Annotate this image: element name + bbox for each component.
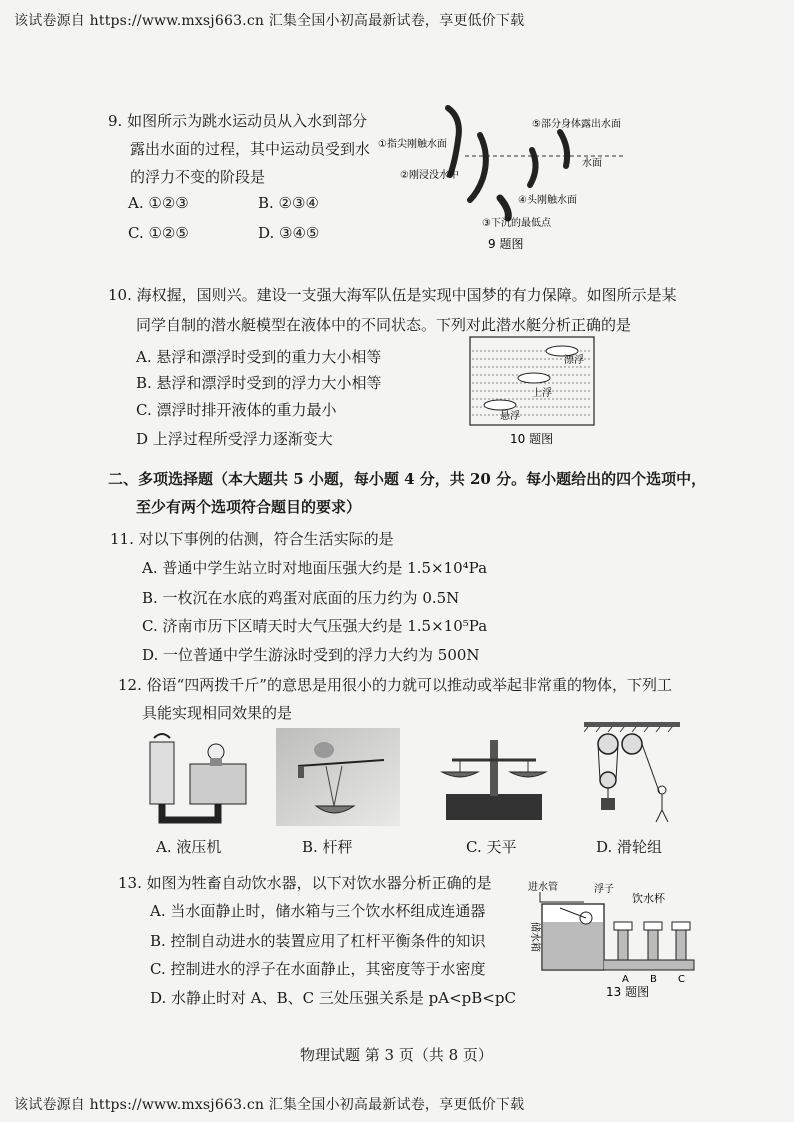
q13-label-cups: 饮水杯 [632,892,665,905]
balance-image [432,728,556,826]
sub-suspended [484,400,516,410]
q9-label-4: ④头刚触水面 [518,195,577,206]
section2-heading-line1: 二、多项选择题（本大题共 5 小题，每小题 4 分，共 20 分。每小题给出的四个选项中， [108,470,707,488]
footer-source-note: 该试卷源自 https://www.mxsj663.cn 汇集全国小初高最新试卷，享更低价下载 [14,1097,525,1113]
q12-option-b: B. 杆秤 [302,838,353,856]
q9-option-c: C. ①②⑤ [128,224,189,242]
q10-line1: 10. 海权握，国则兴。建设一支强大海军队伍是实现中国梦的有力保障。如图所示是某 [108,286,677,304]
q12-option-a: A. 液压机 [156,838,222,856]
q12-option-c: C. 天平 [466,838,517,856]
q12-line2: 具能实现相同效果的是 [142,704,293,722]
sub-rising [518,373,550,383]
q9-option-a: A. ①②③ [128,194,189,212]
q11-option-b: B. 一枚沉在水底的鸡蛋对底面的压力约为 0.5N [142,589,460,607]
q10-option-a: A. 悬浮和漂浮时受到的重力大小相等 [136,348,382,366]
q9-label-1: ①指尖刚触水面 [378,139,447,150]
q11-option-d: D. 一位普通中学生游泳时受到的浮力大约为 500N [142,646,480,664]
q10-option-c: C. 漂浮时排开液体的重力最小 [136,401,337,419]
diver-2-shape [470,135,486,200]
q9-line2: 露出水面的过程，其中运动员受到水 [130,140,371,158]
pulley-image [584,722,680,826]
diver-5-shape [560,132,567,166]
q10-label-suspend: 悬浮 [500,411,520,422]
q9-caption: 9 题图 [488,237,524,251]
hydraulic-press-image [142,728,252,828]
q13-label-b: B [650,974,657,985]
q12-line1: 12. 俗语“四两拨千斤”的意思是用很小的力就可以推动或举起非常重的物体，下列工 [118,676,672,694]
q13-option-d: D. 水静止时对 A、B、C 三处压强关系是 pA<pB<pC [150,989,516,1007]
footer-page-info: 物理试题 第 3 页（共 8 页） [300,1046,493,1064]
q13-label-a: A [622,974,629,985]
q13-caption: 13 题图 [606,985,650,999]
q9-label-2: ②刚浸没水中 [400,170,459,181]
q13-option-a: A. 当水面静止时，储水箱与三个饮水杯组成连通器 [150,902,486,920]
diver-4-shape [530,150,536,185]
header-source-note: 该试卷源自 https://www.mxsj663.cn 汇集全国小初高最新试卷，享更低价下载 [14,13,525,29]
tank-water [543,922,603,969]
q9-line3: 的浮力不变的阶段是 [130,168,266,186]
q10-line2: 同学自制的潜水艇模型在液体中的不同状态。下列对此潜水艇分析正确的是 [136,316,632,334]
q10-option-b: B. 悬浮和漂浮时受到的浮力大小相等 [136,374,382,392]
diver-3-shape [500,198,508,218]
q13-label-inlet: 进水管 [528,882,558,893]
q9-option-d: D. ③④⑤ [258,224,320,242]
q10-caption: 10 题图 [510,432,554,446]
q11-option-c: C. 济南市历下区晴天时大气压强大约是 1.5×10⁵Pa [142,617,488,635]
q9-option-b: B. ②③④ [258,194,319,212]
q10-submarine-figure [462,333,612,448]
q10-label-float: 漂浮 [564,355,584,366]
section2-heading-line2: 至少有两个选项符合题目的要求） [136,498,362,516]
q11-stem: 11. 对以下事例的估测，符合生活实际的是 [110,530,394,548]
q13-label-float: 浮子 [594,884,614,895]
steelyard-image [276,728,400,826]
q13-label-c: C [678,974,685,985]
q10-label-rise: 上浮 [532,388,552,399]
q13-stem: 13. 如图为牲畜自动饮水器，以下对饮水器分析正确的是 [118,874,492,892]
q13-waterer-figure [524,878,696,1002]
q12-option-d: D. 滑轮组 [596,838,663,856]
q13-label-tank: 储水箱 [529,922,540,952]
q13-option-b: B. 控制自动进水的装置应用了杠杆平衡条件的知识 [150,932,486,950]
q9-label-3: ③下沉的最低点 [482,218,551,229]
q9-diver-figure [370,100,640,260]
q10-option-d: D 上浮过程所受浮力逐渐变大 [136,430,333,448]
q9-line1: 9. 如图所示为跳水运动员从入水到部分 [108,112,368,130]
q9-label-5: ⑤部分身体露出水面 [532,119,621,130]
q11-option-a: A. 普通中学生站立时对地面压强大约是 1.5×10⁴Pa [142,559,488,577]
diver-1-shape [448,108,459,175]
q13-option-c: C. 控制进水的浮子在水面静止，其密度等于水密度 [150,960,486,978]
q9-water-label: 水面 [582,158,602,169]
